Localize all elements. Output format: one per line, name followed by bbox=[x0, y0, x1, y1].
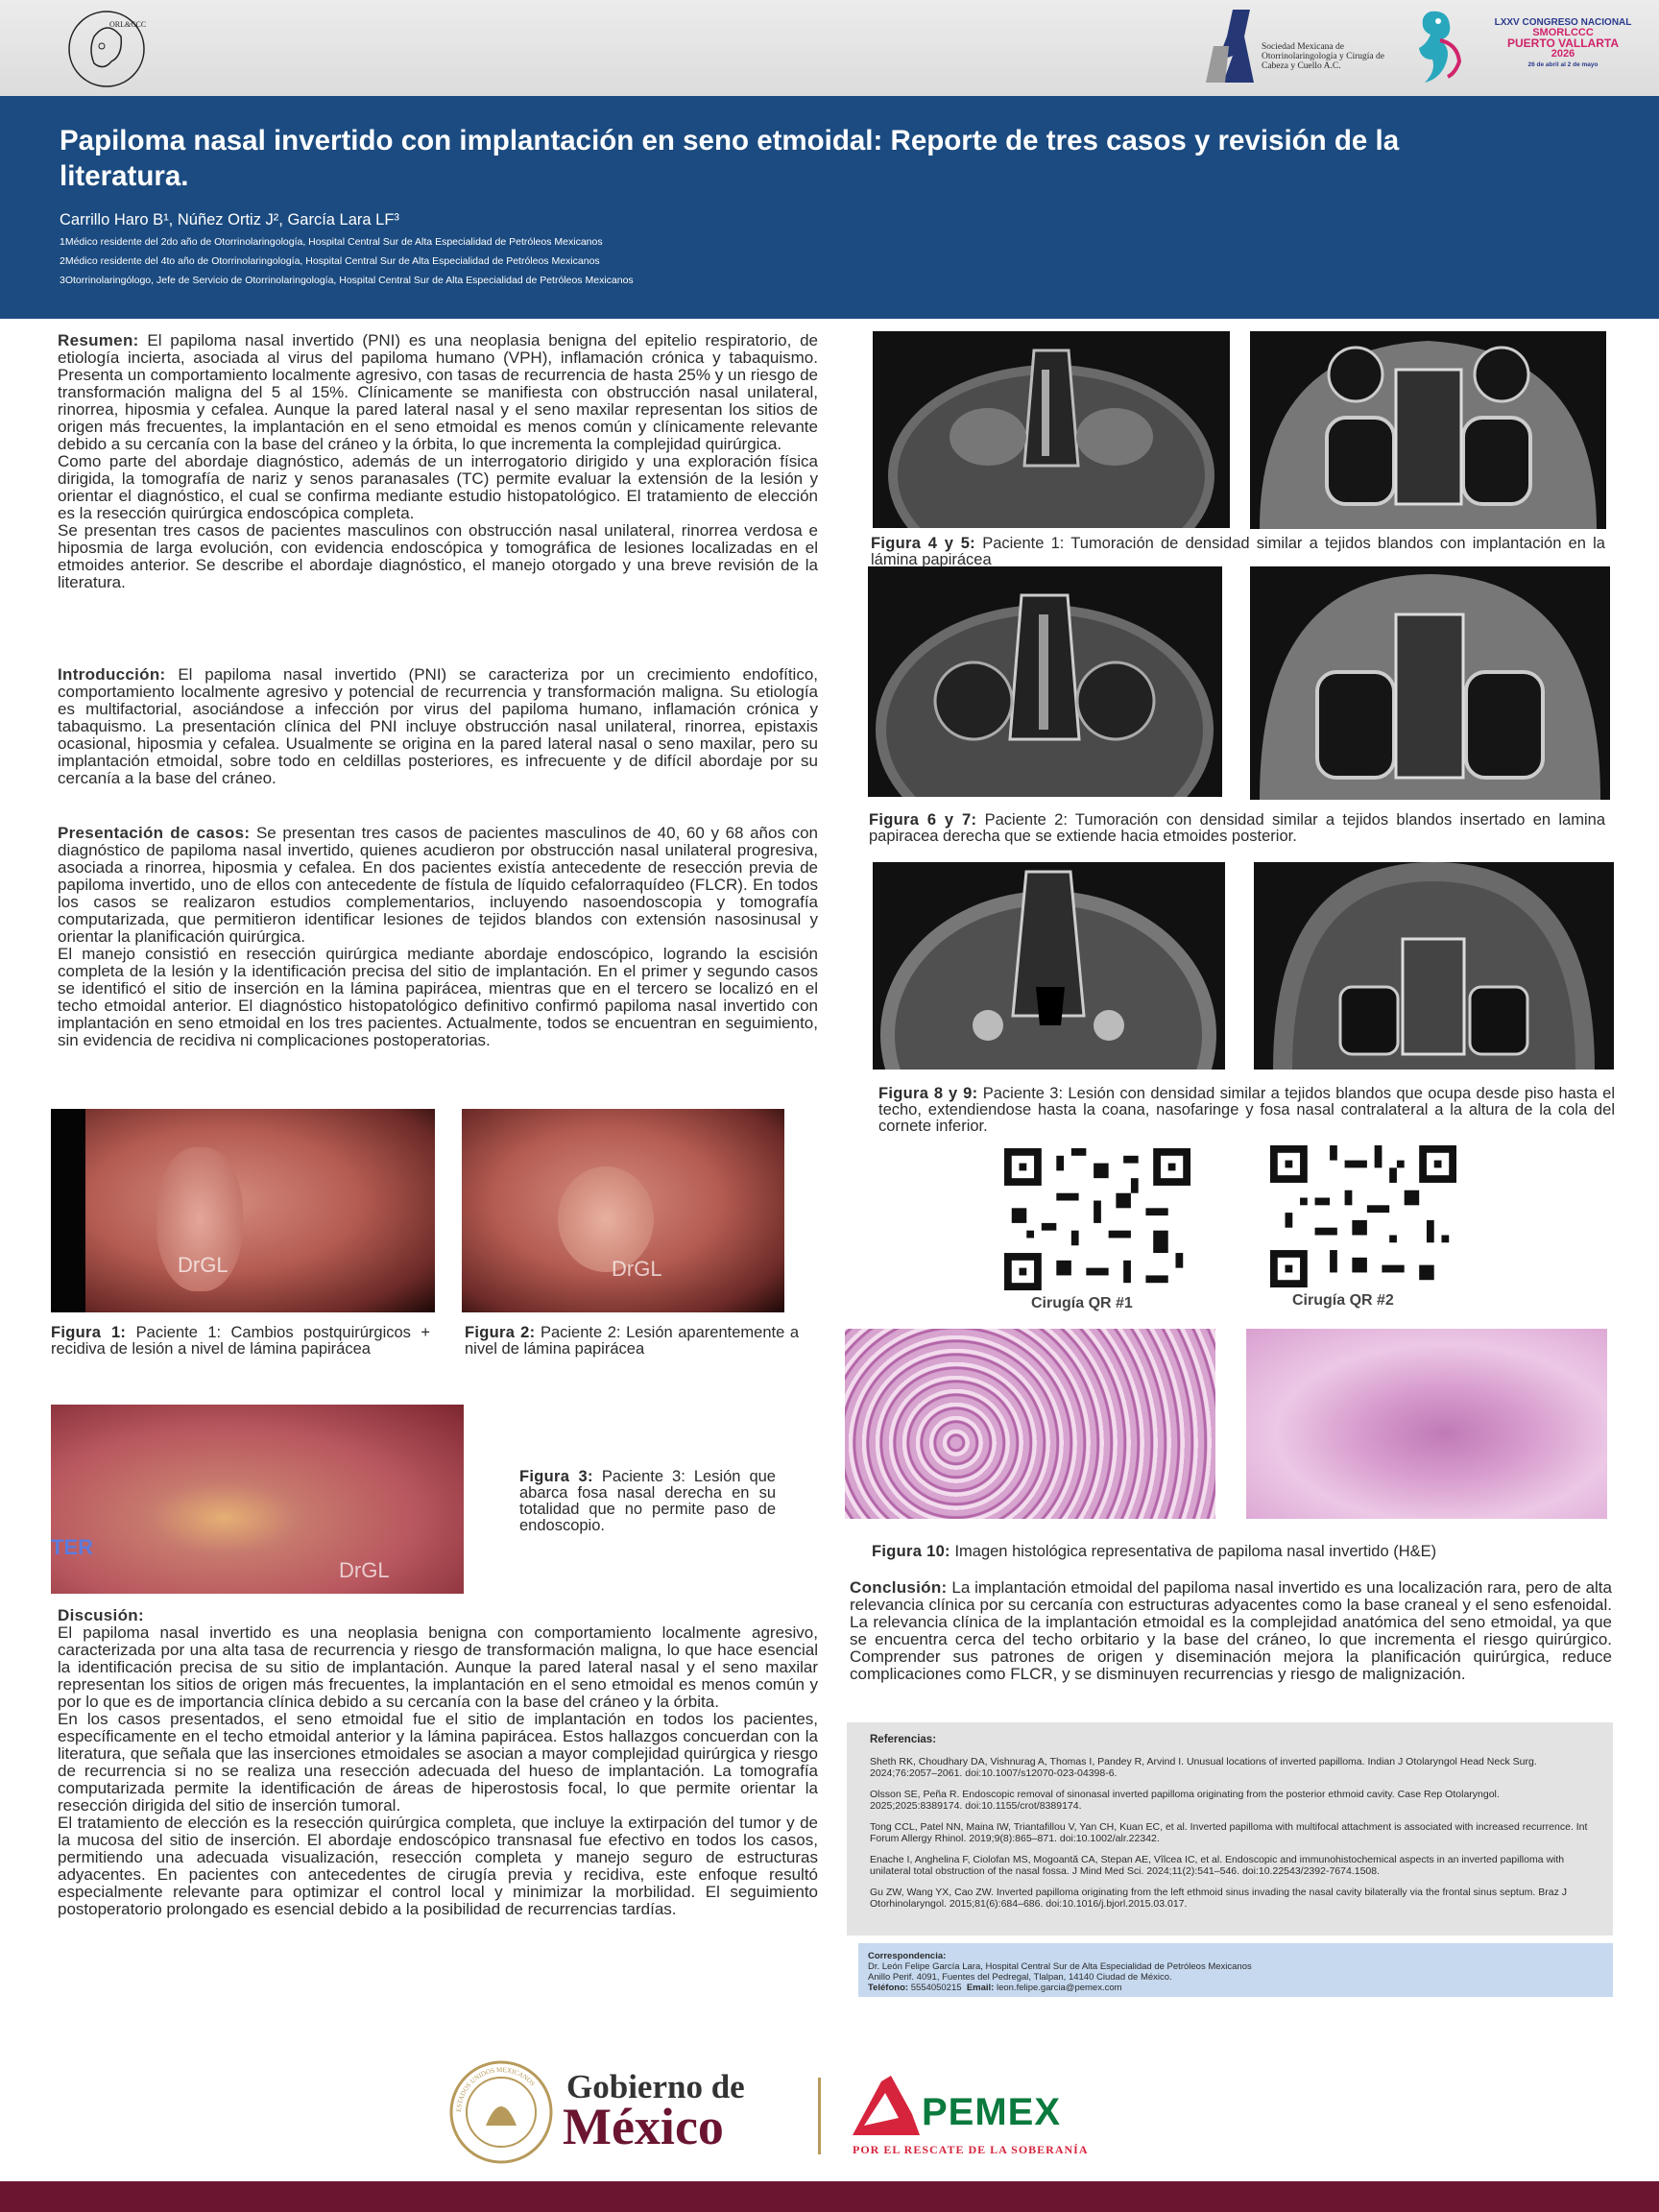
congress-line-5: 26 de abril al 2 de mayo bbox=[1527, 61, 1599, 68]
orl-logo-text: ORL&CCC bbox=[109, 20, 147, 29]
figure-1-image bbox=[51, 1109, 435, 1312]
references-box bbox=[847, 1722, 1613, 1936]
smorl-emblem-icon bbox=[1206, 8, 1262, 84]
affiliation-2: 2Médico residente del 4to año de Otorrinolaringología, Hospital Central Sur de Alta Especialidad de Petróleos Mexicanos bbox=[60, 255, 600, 267]
casos-heading: Presentación de casos: bbox=[58, 824, 251, 842]
bottom-bar bbox=[0, 2181, 1659, 2212]
figure-10-histology-left bbox=[845, 1329, 1215, 1519]
smorl-logo bbox=[1206, 6, 1398, 86]
congress-line-1: LXXV CONGRESO NACIONAL bbox=[1494, 17, 1632, 28]
resumen-section bbox=[58, 332, 818, 591]
resumen-p3: Se presentan tres casos de pacientes masculinos con obstrucción nasal unilateral, rinorrea verdosa e hiposmia de larga evolución, con evidencia endoscópica y tomográfica de lesiones localizadas en el etmoides anterior. Se describe el abordaje diagnóstico, el manejo otorgado y una breve revisión de la literatura. bbox=[58, 521, 818, 591]
mexico-seal-icon bbox=[447, 2058, 555, 2166]
figure-10-histology-right bbox=[1246, 1329, 1607, 1519]
qr-code-2-label: Cirugía QR #2 bbox=[1292, 1292, 1394, 1309]
figure-7-ct-coronal bbox=[1250, 566, 1610, 800]
seahorse-icon bbox=[1402, 6, 1469, 90]
discusion-p1: El papiloma nasal invertido es una neoplasia benigna con comportamiento localmente agresivo, caracterizada por una alta tasa de recurrencia y riesgo de transformación maligna, lo que hace esencial la identificación precisa de su sitio de implantación. Aunque la pared lateral nasal y el seno maxilar representan los sitios de origen más frecuentes, la implantación en el seno etmoidal es menos común y por lo que es de importancia clínica debido a su cercanía con la base del cráneo y la órbita. bbox=[58, 1623, 818, 1711]
figure-4-ct-axial bbox=[873, 331, 1230, 528]
figure-1-watermark: DrGL bbox=[178, 1253, 228, 1277]
top-logo-bar bbox=[0, 0, 1659, 96]
figure-9-ct-coronal bbox=[1254, 862, 1614, 1070]
reference-item: Enache I, Anghelina F, Ciolofan MS, Mogoantă CA, Stepan AE, Vîlcea IC, et al. Endoscopic and immunohistochemical aspects in an inverted papilloma with unilateral total obstruction of the nasal fossa. J Mind Med Sci. 2024;11(2):541–546. doi:10.22543/2392-7674.1508. bbox=[870, 1854, 1565, 1877]
resumen-p1: Resumen: El papiloma nasal invertido (PNI) es una neoplasia benigna del epitelio respiratorio, de etiología incierta, asociada al virus del papiloma humano (VPH), inflamación crónica y tabaquismo. Presenta un comportamiento localmente agresivo, con tasas de recurrencia de hasta 25% y un riesgo de transformación maligna del 5 al 15%. Clínicamente se manifiesta con obstrucción nasal unilateral, rinorrea, hiposmia y cefalea. Aunque la pared lateral nasal y el seno maxilar representan los sitios de origen más frecuentes, la implantación en el seno etmoidal es menos común y clínicamente relevante debido a su cercanía con la base del cráneo y la órbita, lo que incrementa la complejidad quirúrgica. bbox=[58, 331, 818, 453]
intro-section bbox=[58, 666, 818, 787]
figure-3-image bbox=[51, 1405, 464, 1594]
discusion-section bbox=[58, 1607, 818, 1918]
figure-10-caption: Figura 10: Imagen histológica representativa de papiloma nasal invertido (H&E) bbox=[872, 1543, 1437, 1560]
figure-2-image bbox=[462, 1109, 784, 1312]
correspondence-heading: Correspondencia: bbox=[868, 1951, 947, 1961]
figure-3-watermark: DrGL bbox=[339, 1558, 390, 1582]
references-heading: Referencias: bbox=[870, 1734, 937, 1745]
reference-item: Gu ZW, Wang YX, Cao ZW. Inverted papilloma originating from the left ethmoid sinus invading the nasal cavity bilaterally via the frontal sinus septum. Braz J Otorhinolaryngol. 2015;81(6):684–686. doi:10.1016/j.bjorl.2015.03.017. bbox=[870, 1887, 1568, 1910]
pemex-eagle-icon bbox=[853, 2076, 920, 2135]
casos-p1: Presentación de casos: Se presentan tres casos de pacientes masculinos de 40, 60 y 68 años con diagnóstico de papiloma nasal invertido, quienes acudieron por obstrucción nasal unilateral progresiva, asociada a rinorrea, hiposmia y cefalea. En dos pacientes existía antecedente de resección previa de papiloma invertido, uno de ellos con antecedente de fístula de líquido cefalorraquídeo (FLCR). En todos los casos se realizaron estudios complementarios, incluyendo nasoendoscopia y tomografía computarizada, que permitieron identificar lesiones de tejidos blandos con extensión nasosinusal y orientar la planificación quirúrgica. bbox=[58, 824, 818, 946]
footer bbox=[0, 2020, 1659, 2181]
authors: Carrillo Haro B¹, Núñez Ortiz J², García Lara LF³ bbox=[60, 211, 399, 228]
correspondence-line-1: Dr. León Felipe García Lara, Hospital Central Sur de Alta Especialidad de Petróleos Mexicanos bbox=[868, 1961, 1252, 1972]
correspondence-email[interactable]: leon.felipe.garcia@pemex.com bbox=[996, 1983, 1122, 1993]
correspondence-contact: Teléfono: 5554050215 Email: leon.felipe.garcia@pemex.com bbox=[868, 1983, 1122, 1993]
figure-8-ct-axial bbox=[873, 862, 1225, 1070]
reference-item: Tong CCL, Patel NN, Maina IW, Triantafillou V, Yan CH, Kuan EC, et al. Inverted papilloma with multifocal attachment is associated with increased recurrence. Int Forum Allergy Rhinol. 2019;9(8):865–871. doi:10.1002/alr.22342. bbox=[870, 1821, 1588, 1844]
figure-2-watermark: DrGL bbox=[612, 1257, 662, 1281]
congress-line-3: PUERTO VALLARTA bbox=[1507, 36, 1619, 50]
seal-text: ESTADOS UNIDOS MEXICANOS bbox=[454, 2065, 537, 2113]
discusion-p2: En los casos presentados, el seno etmoidal fue el sitio de implantación en todos los pacientes, específicamente en el techo etmoidal anterior y la lámina papirácea. Estos hallazgos concuerdan con la literatura, que señala que las inserciones etmoidales se asocian a mayor complejidad quirúrgica y riesgo de recurrencia si no se realiza una resección adecuada del hueso de implantación. La tomografía computarizada permite la identificación de áreas de hiperostosis focal, lo que permite orientar la resección dirigida del sitio de inserción tumoral. bbox=[58, 1710, 818, 1815]
figures-4-5-caption: Figura 4 y 5: Paciente 1: Tumoración de densidad similar a tejidos blandos con implantación en la lámina papirácea bbox=[871, 535, 1605, 568]
figures-6-7-caption: Figura 6 y 7: Paciente 2: Tumoración con densidad similar a tejidos blandos insertado en lamina papiracea derecha que se extiende hacia etmoides posterior. bbox=[869, 811, 1605, 845]
figure-2-caption: Figura 2: Paciente 2: Lesión aparentemente a nivel de lámina papirácea bbox=[465, 1324, 800, 1358]
poster-header bbox=[0, 96, 1659, 319]
figure-3-watermark-ter: TER bbox=[51, 1535, 93, 1559]
conclusion-heading: Conclusión: bbox=[850, 1578, 948, 1597]
reference-item: Sheth RK, Choudhary DA, Vishnurag A, Thomas I, Pandey R, Arvind I. Unusual locations of inverted papilloma. Indian J Otolaryngol Head Neck Surg. 2024;76:2057–2061. doi:10.1007/s12070-023-04398-6. bbox=[870, 1756, 1537, 1779]
correspondence-line-2: Anillo Perif. 4091, Fuentes del Pedregal, Tlalpan, 14140 Ciudad de México. bbox=[868, 1972, 1172, 1983]
figures-8-9-caption: Figura 8 y 9: Paciente 3: Lesión con densidad similar a tejidos blandos que ocupa desde piso hasta el techo, extendiendose hasta la coana, nasofaringe y fosa nasal contralateral a la altura de la cola del cornete inferior. bbox=[878, 1085, 1615, 1135]
qr-code-1[interactable] bbox=[1004, 1148, 1190, 1290]
orl-logo bbox=[65, 8, 148, 90]
resumen-heading: Resumen: bbox=[58, 331, 139, 349]
affiliation-3: 3Otorrinolaringólogo, Jefe de Servicio de Otorrinolaringología, Hospital Central Sur de Alta Especialidad de Petróleos Mexicanos bbox=[60, 275, 634, 286]
conclusion-section: Conclusión: La implantación etmoidal del papiloma nasal invertido es una localización rara, pero de alta relevancia clínica por su cercanía con estructuras adyacentes como la base craneal y el seno esfenoidal. La relevancia clínica de la implantación etmoidal es la complejidad anatómica del seno etmoidal, ya que se encuentra cerca del techo orbitario y la base del cráneo, lo que incrementa el riesgo quirúrgico. Comprender sus patrones de origen y diseminación mejora la planificación quirúrgica, reduce complicaciones como FLCR, y se disminuyen recurrencias y riesgo de malignización. bbox=[850, 1578, 1612, 1683]
casos-section bbox=[58, 825, 818, 1049]
smorl-logo-text: Sociedad Mexicana de Otorrinolaringología y Cirugía de Cabeza y Cuello A.C. bbox=[1262, 42, 1384, 71]
figure-3-caption: Figura 3: Paciente 3: Lesión que abarca fosa nasal derecha en su totalidad que no permite paso de endoscopio. bbox=[519, 1468, 776, 1534]
pemex-text: PEMEX bbox=[922, 2091, 1062, 2133]
gobierno-text: Gobierno de bbox=[566, 2068, 745, 2105]
congress-line-4: 2026 bbox=[1551, 48, 1575, 60]
footer-divider bbox=[818, 2078, 821, 2154]
reference-item: Olsson SE, Peña R. Endoscopic removal of sinonasal inverted papilloma originating from the posterior ethmoid cavity. Case Rep Otolaryngol. 2025;2025:8389174. doi:10.1155/crot/8389174. bbox=[870, 1789, 1500, 1812]
correspondence-box bbox=[858, 1943, 1613, 1997]
qr-code-1-label: Cirugía QR #1 bbox=[1031, 1295, 1133, 1311]
figure-5-ct-coronal bbox=[1250, 331, 1606, 529]
discusion-heading: Discusión: bbox=[58, 1606, 144, 1624]
qr-code-2[interactable] bbox=[1270, 1145, 1456, 1287]
figure-6-ct-axial bbox=[868, 566, 1222, 797]
pemex-subtitle: POR EL RESCATE DE LA SOBERANÍA bbox=[853, 2143, 1089, 2156]
casos-p2: El manejo consistió en resección quirúrgica mediante abordaje endoscópico, logrando la escisión completa de la lesión y la identificación precisa del sitio de implantación. En el primer y segundo casos se identificó el sitio de inserción en la lámina papirácea, mientras que en el tercero se localizó en el techo etmoidal anterior. El diagnóstico histopatológico definitivo confirmó papiloma nasal invertido con implantación en seno etmoidal en los tres pacientes. Actualmente, todos se encuentran en seguimiento, sin evidencia de recidiva ni complicaciones postoperatorias. bbox=[58, 945, 818, 1049]
congress-logo bbox=[1402, 6, 1653, 92]
mexico-text: México bbox=[563, 2098, 724, 2155]
discusion-p3: El tratamiento de elección es la resección quirúrgica completa, que incluye la extirpación del tumor y de la mucosa del sitio de inserción. El abordaje endoscópico transnasal fue efectivo en todos los casos, permitiendo una adecuada visualización, resección completa y manejo seguro de estructuras adyacentes. En pacientes con antecedentes de cirugía previa y recidiva, este enfoque resultó especialmente relevante para optimizar el control local y minimizar la morbilidad. El seguimiento postoperatorio prolongado es esencial debido a la posibilidad de recurrencias tardías. bbox=[58, 1814, 818, 1918]
intro-text: Introducción: El papiloma nasal invertido (PNI) se caracteriza por un crecimiento endofítico, comportamiento localmente agresivo y potencial de recurrencia y transformación maligna. Su etiología es multifactorial, asociándose a infección por virus del papiloma humano, inflamación crónica y tabaquismo. La presentación clínica del PNI incluye obstrucción nasal unilateral, rinorrea, epistaxis ocasional, hiposmia y cefalea. Usualmente se origina en la pared lateral nasal o seno maxilar, pero su implantación etmoidal, sobre todo en celdillas posteriores, es infrecuente y de difícil abordaje por su cercanía a la base del cráneo. bbox=[58, 665, 818, 787]
affiliation-1: 1Médico residente del 2do año de Otorrinolaringología, Hospital Central Sur de Alta Especialidad de Petróleos Mexicanos bbox=[60, 236, 603, 248]
figure-1-caption: Figura 1: Paciente 1: Cambios postquirúrgicos + recidiva de lesión a nivel de lámina papirácea bbox=[51, 1324, 430, 1358]
intro-heading: Introducción: bbox=[58, 665, 166, 684]
resumen-p2: Como parte del abordaje diagnóstico, además de un interrogatorio dirigido y una exploración física dirigida, la tomografía de nariz y senos paranasales (TC) permite evaluar la extensión de la lesión y orientar el diagnóstico, el cual se confirma mediante estudio histopatológico. El tratamiento de elección es la resección quirúrgica endoscópica completa. bbox=[58, 452, 818, 522]
congress-line-2: SMORLCCC bbox=[1532, 27, 1594, 38]
poster-title: Papiloma nasal invertido con implantación en seno etmoidal: Reporte de tres casos y revisión de la literatura. bbox=[60, 125, 1400, 192]
